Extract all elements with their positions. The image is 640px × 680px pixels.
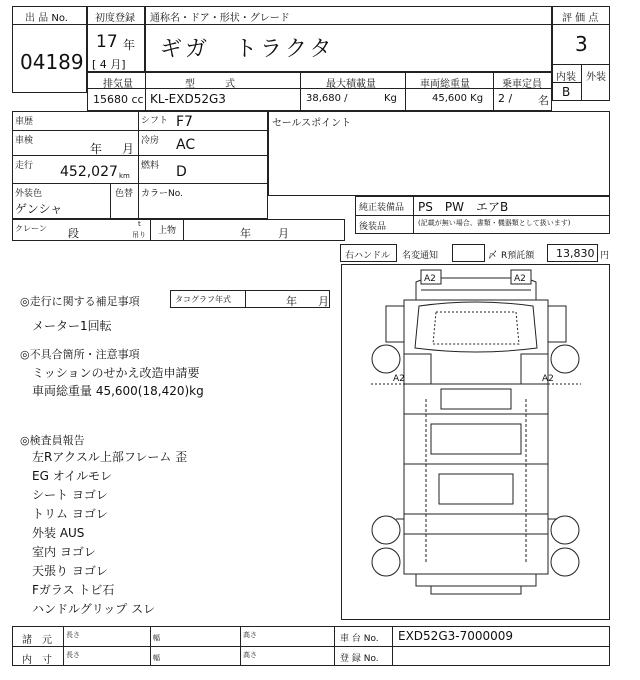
first-reg-month: [ 4 月]: [92, 58, 126, 71]
r-mileage-label: R預託額: [501, 251, 535, 261]
specs-label: 諸 元: [22, 635, 52, 646]
first-reg-year: 17: [96, 32, 118, 52]
driving-note: メーター1回転: [32, 319, 112, 333]
inspector-item: トリム ヨゴレ: [32, 507, 108, 521]
inspection-year: 年: [90, 142, 103, 156]
displacement-label: 排気量: [103, 79, 133, 90]
color-change-label: 色替: [115, 189, 134, 199]
first-reg-label: 初度登録: [95, 13, 135, 24]
mileage-value: 452,027: [60, 164, 118, 180]
inspector-item: 左Rアクスル上部フレーム 歪: [32, 450, 188, 464]
capacity-label: 乗車定員: [502, 79, 542, 90]
ext-color-value: ゲンシャ: [15, 202, 63, 216]
crane-ton: t: [138, 220, 141, 228]
chassis-label: 車 台 No.: [340, 634, 379, 644]
gross-weight-label: 車両総重量: [420, 79, 470, 90]
sales-point-label: セールスポイント: [272, 118, 352, 129]
mileage-label: 走行: [15, 161, 34, 171]
lot-number: 04189: [20, 50, 84, 74]
shift-label: シフト: [141, 116, 169, 126]
crane-label: クレーン: [15, 224, 47, 233]
year-unit: 年: [123, 38, 136, 52]
width-label: 幅: [153, 634, 160, 642]
ac-value: AC: [176, 137, 196, 153]
gross-weight-value: 45,600 Kg: [432, 93, 484, 104]
crane-row: [12, 219, 345, 241]
inspector-item: EG オイルモレ: [32, 469, 113, 483]
name-change-label: 名変通知: [402, 251, 439, 261]
damage-mark: A2: [542, 374, 554, 384]
shift-value: F7: [176, 114, 193, 130]
upper-year: 年: [240, 227, 251, 240]
ac-label: 冷房: [141, 136, 160, 146]
length-label: 長さ: [66, 631, 80, 639]
interior-grade: B: [562, 85, 571, 99]
defect-heading: ◎不具合箇所・注意事項: [20, 348, 140, 361]
fuel-label: 燃料: [141, 161, 160, 171]
car-name-label: 通称名・ドア・形状・グレード: [150, 13, 290, 24]
upper-label: 上物: [158, 226, 177, 236]
dims-label: 内 寸: [22, 655, 52, 666]
mileage-unit: km: [119, 172, 130, 180]
tacho-label: タコグラフ年式: [175, 295, 231, 304]
truck-diagram: [341, 264, 610, 620]
crane-stage: 段: [68, 227, 79, 240]
history-label: 車歴: [15, 117, 34, 127]
interior-label: 内装: [556, 72, 576, 83]
upper-month: 月: [278, 227, 289, 240]
r-amount: 13,830: [556, 247, 595, 260]
aftermarket-note: (記載が無い場合、書類・機器類として扱います): [418, 219, 571, 227]
rhd-label: 右ハンドル: [345, 251, 391, 261]
exterior-label: 外装: [586, 72, 606, 83]
height-label: 高さ: [243, 631, 257, 639]
chassis-number: EXD52G3-7000009: [398, 629, 514, 643]
max-load-unit: Kg: [384, 93, 397, 104]
deadline-label: 〆: [488, 251, 498, 261]
inspector-item: ハンドルグリップ スレ: [32, 602, 156, 616]
crane-hang: 吊り: [132, 231, 146, 239]
damage-mark: A2: [424, 274, 436, 284]
car-name: ギガ トラクタ: [160, 37, 335, 62]
capacity-unit: 名: [538, 94, 549, 107]
inspection-month: 月: [122, 142, 135, 156]
inspection-label: 車検: [15, 136, 34, 146]
displacement-value: 15680 cc: [93, 93, 144, 106]
capacity-value: 2 /: [498, 92, 513, 105]
length-label: 長さ: [66, 651, 80, 659]
inspector-heading: ◎検査員報告: [20, 434, 85, 447]
score-label: 評 価 点: [562, 13, 599, 24]
defect-item-1: ミッションのせかえ改造申請要: [32, 366, 200, 380]
model-value: KL-EXD52G3: [150, 92, 226, 106]
color-code-label: カラーNo.: [141, 189, 183, 199]
damage-mark: A2: [393, 374, 405, 384]
equipment-value: PS PW エアB: [418, 200, 509, 214]
damage-mark: A2: [514, 274, 526, 284]
tacho-year: 年: [286, 295, 297, 308]
max-load-value: 38,680 /: [306, 93, 348, 104]
driving-heading: ◎走行に関する補足事項: [20, 295, 140, 308]
yen-label: 円: [600, 251, 610, 261]
width-label: 幅: [153, 654, 160, 662]
fuel-value: D: [176, 164, 187, 180]
model-label: 型 式: [185, 79, 235, 90]
registration-label: 登 録 No.: [340, 654, 379, 664]
max-load-label: 最大積載量: [326, 79, 376, 90]
name-change-box: [452, 244, 485, 262]
ext-color-label: 外装色: [15, 189, 43, 199]
inspector-item: 天張り ヨゴレ: [32, 564, 108, 578]
tacho-month: 月: [318, 295, 329, 308]
score-value: 3: [575, 32, 588, 56]
defect-item-2: 車両総重量 45,600(18,420)kg: [32, 384, 204, 398]
lot-no-label: 出 品 No.: [25, 13, 68, 24]
height-label: 高さ: [243, 651, 257, 659]
inspector-item: 室内 ヨゴレ: [32, 545, 96, 559]
inspector-item: Fガラス トビ石: [32, 583, 115, 597]
equipment-label: 純正装備品: [359, 203, 405, 213]
inspector-item: シート ヨゴレ: [32, 488, 108, 502]
inspector-item: 外装 AUS: [32, 526, 85, 540]
aftermarket-label: 後装品: [359, 222, 387, 232]
